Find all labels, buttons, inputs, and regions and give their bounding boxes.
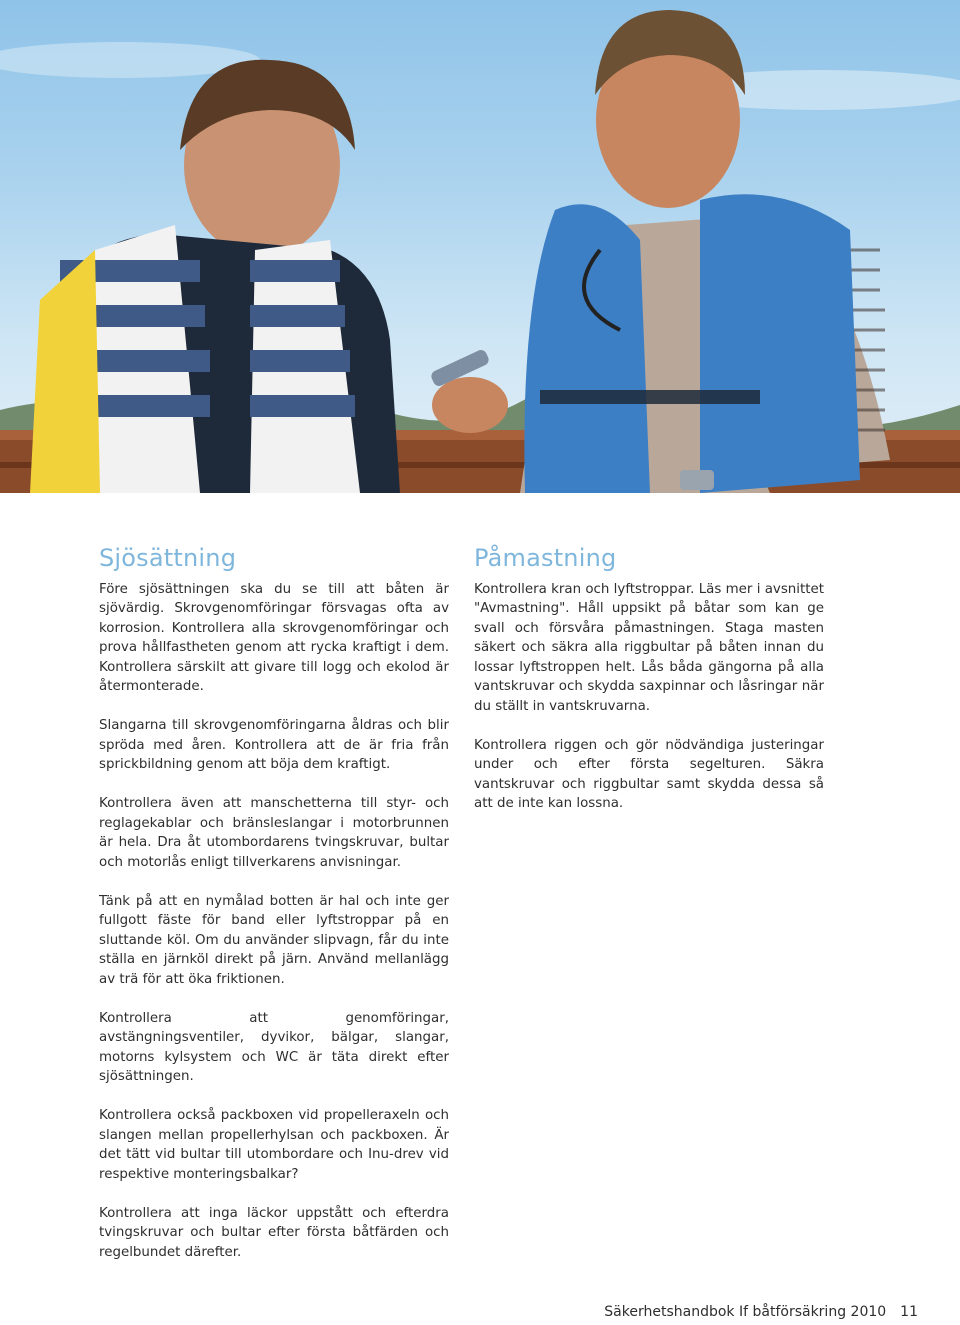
- paragraph: Kontrollera att genomföringar, avstängningsventiler, dyvikor, bälgar, slangar, motorns kylsystem och WC är täta direkt efter sjösättningen.: [99, 1010, 449, 1085]
- paragraph: Kontrollera kran och lyftstroppar. Läs mer i avsnittet "Avmastning". Håll uppsikt på båtar som kan ge svall och försvåra påmastningen. Staga masten säkert och säkra alla riggbultar på båten innan du lossar lyftstroppen helt. Lås båda gängorna på alla vantskruvar och skydda saxpinnar och låsringar när du ställt in vantskruvarna.: [474, 581, 824, 714]
- footer-title: Säkerhetshandbok If båtförsäkring 2010: [604, 1304, 887, 1320]
- heading-sjosattning: Sjösättning: [99, 544, 237, 572]
- left-column: [99, 544, 449, 1282]
- paragraph: Före sjösättningen ska du se till att båten är sjövärdig. Skrovgenomföringar försvagas ofta av korrosion. Kontrollera alla skrovgenomföringar och prova hållfastheten genom att rycka kraftigt i dem. Kontrollera särskilt att givare till logg och ekolod är återmonterade.: [99, 581, 449, 695]
- paragraph: Kontrollera också packboxen vid propelleraxeln och slangen mellan propellerhylsan och packboxen. Är det tätt vid bultar till utombordare och Inu-drev vid respektive monteringsbalkar?: [99, 1108, 449, 1182]
- heading-pamastning: Påmastning: [474, 544, 617, 572]
- photo-illustration: [0, 0, 960, 493]
- paragraph: Kontrollera att inga läckor uppstått och efterdra tvingskruvar och bultar efter första båtfärden och regelbundet därefter.: [99, 1205, 449, 1260]
- page-footer: [604, 1304, 918, 1320]
- header-photo: [0, 0, 960, 493]
- paragraph: Tänk på att en nymålad botten är hal och inte ger fullgott fäste för band eller lyftstroppar på en sluttande köl. Om du använder slipvagn, får du inte ställa en järnköl direkt på järn. Använd mellanlägg av trä för att öka friktionen.: [99, 893, 449, 987]
- page-number: 11: [900, 1304, 918, 1320]
- paragraph: Slangarna till skrovgenomföringarna åldras och blir spröda med åren. Kontrollera att de är fria från sprickbildning genom att böja dem kraftigt.: [99, 718, 449, 773]
- right-column: [474, 544, 824, 833]
- paragraph: Kontrollera även att manschetterna till styr- och reglagekablar och bränsleslangar i motorbrunnen är hela. Dra åt utombordarens tvingskruvar, bultar och motorlås enligt tillverkarens anvisningar.: [99, 796, 449, 870]
- paragraph: Kontrollera riggen och gör nödvändiga justeringar under och efter första segelturen. Säkra vantskruvar och riggbultar samt skydda dessa så att de inte kan lossna.: [474, 737, 824, 812]
